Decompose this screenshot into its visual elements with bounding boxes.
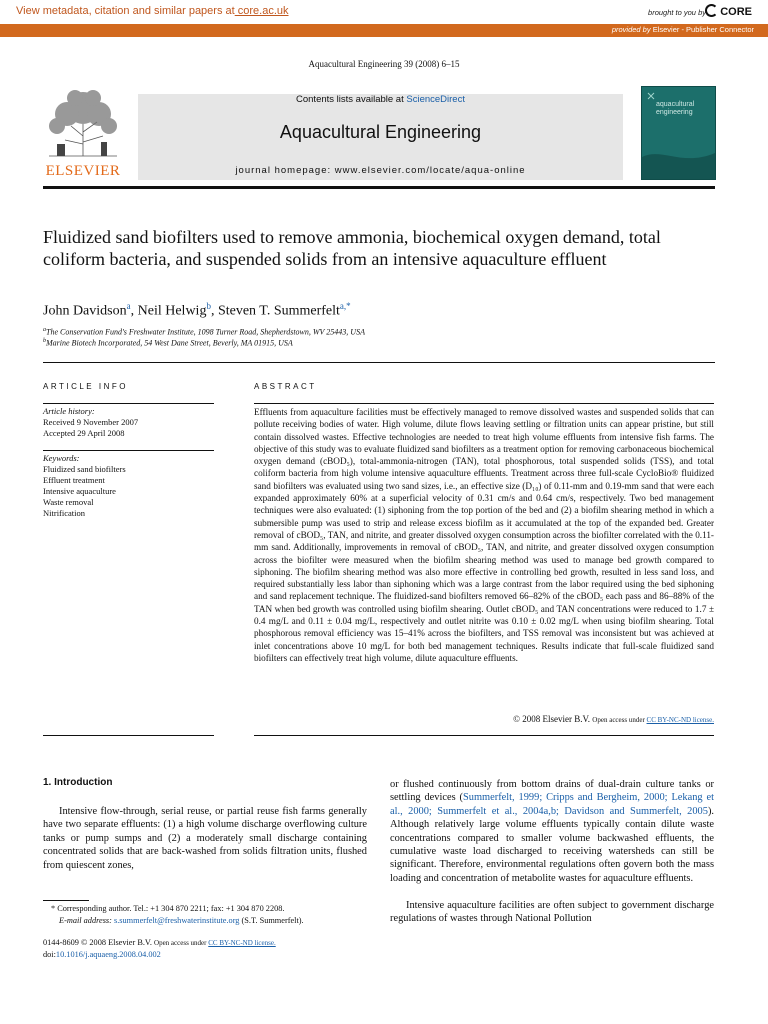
- elsevier-tree-icon: [43, 86, 123, 158]
- info-rule: [43, 403, 214, 404]
- received-date: Received 9 November 2007: [43, 417, 139, 427]
- intro-paragraph: or flushed continuously from bottom drains of dual-drain culture tanks or settling devices (Summerfelt, 1999; Cripps and Bergheim, 2000; Lekang et al., 2000; Summerfelt et al., 2004a,b; Davidson and Summerfelt, 2005). Although relatively large volume effluents typically contain dilute waste concentrations compared to smaller volume backwashed effluents, the cumulative waste load discharged to receiving watersheds can still be significant. Therefore, environmental regulations often govern both the mass loading and concentration of metabolite wastes for aquaculture effluents.: [390, 779, 714, 884]
- cover-title-1: aquacultural: [656, 101, 695, 108]
- article-title: Fluidized sand biofilters used to remove ammonia, biochemical oxygen demand, total coliform bacteria, and suspended solids from an intensive aquaculture effluent: [43, 227, 661, 269]
- abstract-rule: [254, 735, 714, 736]
- keywords-label: Keywords:: [43, 453, 80, 463]
- section-heading: 1. Introduction: [43, 777, 113, 788]
- intro-paragraph: Intensive aquaculture facilities are often subject to government discharge regulations of wastes through National Pollution: [390, 900, 714, 925]
- article-history: [43, 406, 138, 439]
- core-banner: [0, 0, 768, 25]
- citation-link[interactable]: Summerfelt, 1999; Cripps and Bergheim, 2000; Lekang et al., 2000; Summerfelt et al., 2004a,b; Davidson and Summerfelt, 2005: [390, 792, 714, 817]
- affil-marker[interactable]: a,*: [339, 301, 351, 311]
- abstract-text: Effluents from aquaculture facilities must be effectively managed to remove dissolved wastes and suspended solids that can pollute receiving bodies of water. High volume, dilute flows leaving settling or filtration units can appear pristine, but still contain dissolved wastes. Effective technologies are needed to treat high volume effluents from intensive fish farms. The objective of this study was to evaluate fluidized sand biofilters as a treatment option for removing carbonaceous biochemical oxygen demand (cBOD₅), total-ammonia-nitrogen (TAN), total phosphorous, total suspended solids (TSS), and total coliform bacteria from high volume intensive aquaculture effluents. Treatment across three full-scale CycloBio® fluidized sand biofilters was evaluated using two sand sizes, i.e., an effective size (D₁₀) of 0.11-mm and 0.19-mm sand that were each expanded approximately 60% at a superficial velocity of 0.31 cm/s and 0.64 cm/s, respectively. Two bed management techniques were also evaluated: (1) siphoning from the top portion of the bed and (2) a biofilm shearing method in which a submersible pump was used to strip and release excess biofilm as it accumulated at the top of the expanded bed. Greater removal of cBOD₅, TAN, and nitrite, and greater dissolved oxygen consumption across the biofilter correlated with the 0.11-mm sand. Additionally, improvements in removal of cBOD₅, TAN, and nitrite, and greater dissolved oxygen consumption across the biofilter were measured when the biofilm shearing method was used to manage bed growth compared to siphoning. The biofilm shearing method was also more effective in controlling bed growth, resulted in less sand loss, and required substantially less labor than siphoning which was a large contrast from the labor required using the bed siphoning and sand replacement technique. The fluidized-sand biofilters removed 66–82% of the cBOD₅ each pass and 86–88% of the TAN when bed growth was controlled using biofilm shearing. Outlet cBOD₅ and TAN concentrations were reduced to 1.7 ± 0.4 mg/L and 0.11 ± 0.04 mg/L, respectively and outlet nitrite was 0.10 ± 0.02 mg/L when using biofilm shearing. Total phosphorous removal efficiency was 15–41% across the biofilters, and TSS removal was inconsistent but was achieved at inlet concentrations above 10 mg/L for both bed management techniques. Results indicate that full-scale fluidized sand biofilters can effectively treat high volume, dilute aquaculture effluents.: [254, 407, 714, 663]
- author-name: , Neil Helwig: [130, 303, 207, 319]
- footnote-rule: [43, 900, 89, 901]
- brought-to-you-label: brought to you by: [648, 8, 706, 17]
- view-metadata-link[interactable]: View metadata, citation and similar papers at core.ac.uk: [16, 5, 289, 17]
- keyword: Intensive aquaculture: [43, 486, 116, 496]
- core-logo[interactable]: CORE: [705, 4, 752, 18]
- header-rule: [43, 186, 715, 189]
- journal-title: Aquacultural Engineering: [279, 122, 482, 142]
- keyword: Waste removal: [43, 497, 94, 507]
- provider-bar: [0, 24, 768, 37]
- cover-title-2: engineering: [656, 109, 693, 116]
- keyword: Nitrification: [43, 508, 86, 518]
- journal-homepage: journal homepage: www.elsevier.com/locate/aqua-online: [235, 165, 526, 176]
- intro-paragraph: Intensive flow-through, serial reuse, or partial reuse fish farms generally have two separate effluents: (1) a high volume discharge overflowing culture tanks or pump sumps and (2) a moderately small discharge containing concentrated solids that are back-washed from solids filtration units, flushed from quiescent zones,: [43, 806, 367, 871]
- journal-masthead: [43, 86, 715, 180]
- email-link[interactable]: s.summerfelt@freshwaterinstitute.org: [114, 915, 240, 925]
- doi-link[interactable]: 10.1016/j.aquaeng.2008.04.002: [55, 950, 161, 959]
- corresponding-footnote: [43, 903, 373, 926]
- affil-marker[interactable]: b: [206, 301, 211, 311]
- core-logo-icon: [705, 4, 718, 17]
- keyword: Fluidized sand biofilters: [43, 464, 126, 474]
- affil-marker[interactable]: a: [126, 301, 131, 311]
- info-rule: [43, 735, 214, 736]
- corresponding-author: * Corresponding author. Tel.: +1 304 870 2211; fax: +1 304 870 2208.: [51, 904, 285, 913]
- journal-banner: [138, 94, 623, 180]
- history-label: Article history:: [43, 406, 95, 416]
- license-link[interactable]: CC BY-NC-ND license.: [646, 716, 714, 724]
- affiliation-b: $^b$Marine Biotech Incorporated, 54 West Dane Street, Beverly, MA 01915, USA: [43, 338, 293, 348]
- sciencedirect-link[interactable]: ScienceDirect: [406, 94, 465, 105]
- doi-line: doi:10.1016/j.aquaeng.2008.04.002: [43, 950, 161, 959]
- email-line: E-mail address: s.summerfelt@freshwaterinstitute.org (S.T. Summerfelt).: [59, 915, 304, 925]
- journal-cover-image: [641, 86, 716, 180]
- keyword: Effluent treatment: [43, 475, 105, 485]
- accepted-date: Accepted 29 April 2008: [43, 428, 125, 438]
- abstract-rule: [254, 403, 714, 404]
- keywords-block: [43, 453, 126, 519]
- abstract-heading: ABSTRACT: [254, 382, 317, 391]
- abstract-copyright: © 2008 Elsevier B.V. Open access under CC BY-NC-ND license.: [513, 714, 714, 724]
- article-info-heading: ARTICLE INFO: [43, 382, 128, 391]
- author-list: [43, 301, 351, 320]
- elsevier-wordmark: ELSEVIER: [45, 163, 121, 179]
- provided-by-label[interactable]: provided by Elsevier - Publisher Connector: [611, 25, 754, 34]
- issn-block: [43, 937, 276, 961]
- license-link[interactable]: CC BY-NC-ND license.: [208, 939, 276, 947]
- elsevier-logo: [43, 86, 123, 180]
- info-rule: [43, 450, 214, 451]
- author-name: John Davidson: [43, 303, 127, 319]
- core-ac-uk-link[interactable]: core.ac.uk: [234, 5, 289, 17]
- affiliation-rule: [43, 362, 715, 363]
- issn-line: 0144-8609 © 2008 Elsevier B.V. Open access under CC BY-NC-ND license.: [43, 938, 276, 947]
- affiliation-a: $^a$The Conservation Fund's Freshwater Institute, 1098 Turner Road, Shepherdstown, WV 25443, USA: [43, 327, 365, 337]
- author-name: , Steven T. Summerfelt: [210, 303, 340, 319]
- journal-reference: Aquacultural Engineering 39 (2008) 6–15: [308, 59, 460, 69]
- contents-line: Contents lists available at ScienceDirect: [296, 94, 465, 105]
